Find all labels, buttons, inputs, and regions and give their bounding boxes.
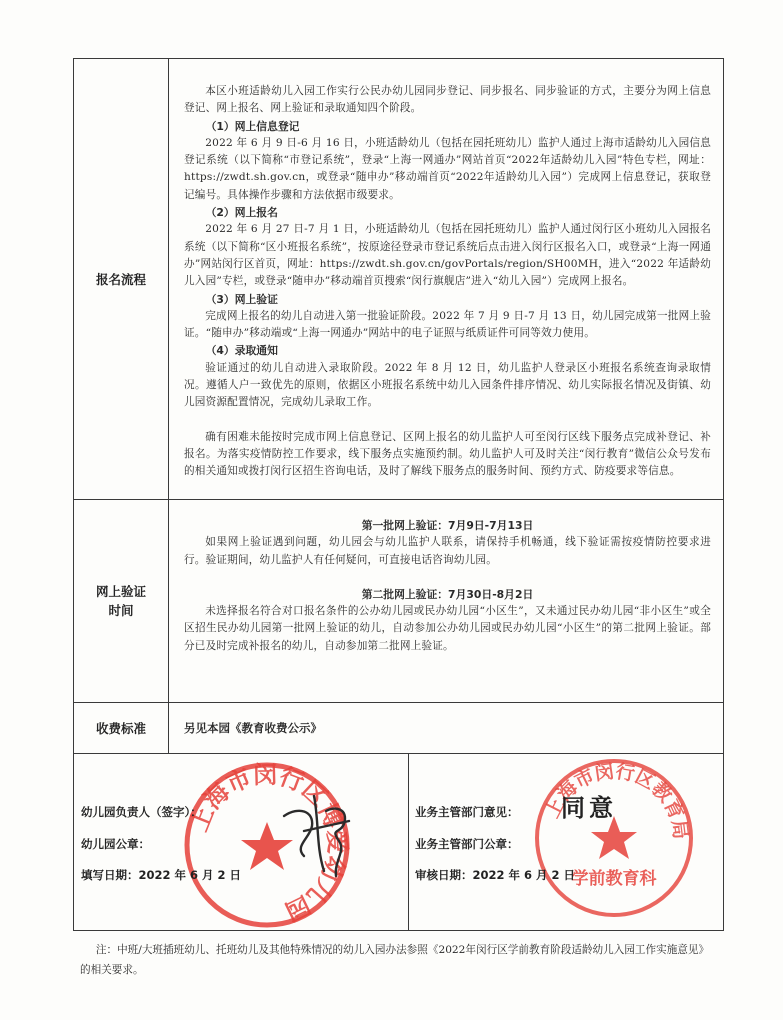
review-date: 审核日期：2022 年 6 月 2 日 (415, 868, 576, 882)
principal-label: 幼儿园负责人（签字）： (81, 805, 202, 819)
batch2-text: 未选择报名符合对口报名条件的公办幼儿园或民办幼儿园“小区生”，又未通过民办幼儿园“非小区生”或全区招生民办幼儿园第一批网上验证的幼儿，自动参加公办幼儿园或民办幼儿园“小区生”的第二批网上验证。部分已及时完成补报名的幼儿，自动参加第二批网上验证。 (184, 605, 711, 652)
batch1-title: 第一批网上验证：7月9日-7月13日 (361, 519, 534, 532)
enrollment-form-table (73, 58, 724, 931)
enroll-closing: 确有困难未能按时完成市网上信息登记、区网上报名的幼儿监护人可至闵行区线下服务点完成补登记、补报名。为落实疫情防控工作要求，线下服务点实施预约制。幼儿监护人可及时关注“闵行教育”微信公众号发布的相关通知或拨打闵行区招生咨询电话，及时了解线下服务点的服务时间、预约方式、防疫要求等信息。 (184, 430, 711, 478)
kindergarten-seal-label: 幼儿园公章： (81, 837, 150, 851)
stage3-text: 完成网上报名的幼儿自动进入第一批验证阶段。2022 年 7 月 9 日-7 月 13 日，幼儿园完成第一批网上验证。“随申办”移动端或“上海一网通办”网站中的电子证照与纸质证件可同等效力使用。 (184, 309, 711, 340)
stage2-text: 2022 年 6 月 27 日-7 月 1 日，小班适龄幼儿（包括在园托班幼儿）监护人通过闵行区小班幼儿入园报名系统（以下简称“区小班报名系统”，按原途径登录市登记系统后点击进入闵行区报名入口，或登录“上海一网通办”网站闵行区首页，网址：https://zwdt.sh.gov.cn/govPortals/region/SH00MH，进入“2022 年适龄幼儿入园”专栏，或登录“随申办”移动端首页搜索“闵行旗舰店”进入“幼儿入园”）完成网上报名。 (184, 223, 711, 288)
stage4-title: （4）录取通知 (205, 344, 278, 358)
fee-text: 另见本园《教育收费公示》 (184, 721, 322, 735)
svg-text:林禄: 林禄 (294, 884, 296, 885)
footer-note: 注：中班/大班插班幼儿、托班幼儿及其他特殊情况的幼儿入园办法参照《2022年闵行区学前教育阶段适龄幼儿入园工作实施意见》的相关要求。 (80, 944, 710, 976)
label-verify-line2: 时间 (108, 603, 134, 618)
stage3-title: （3）网上验证 (205, 292, 278, 306)
label-enroll: 报名流程 (74, 59, 169, 499)
label-fee: 收费标准 (74, 703, 169, 753)
department-seal-label: 业务主管部门公章： (415, 837, 519, 851)
department-seal-text: 上海市闵行区教育局 (541, 760, 692, 841)
department-seal (529, 756, 699, 921)
department-seal-bottom: 学前教育科 (571, 869, 657, 889)
kindergarten-seal-text: 上海市闵行区博爱幼儿园 (184, 760, 352, 926)
batch1-text: 如果网上验证遇到问题，幼儿园会与幼儿监护人联系，请保持手机畅通，线下验证需按疫情防控要求进行。验证期间，幼儿监护人有任何疑问，可直接电话咨询幼儿园。 (184, 536, 711, 566)
row-fee (74, 703, 723, 754)
label-verify (74, 500, 169, 702)
batch2-title: 第二批网上验证：7月30日-8月2日 (361, 587, 534, 601)
stage2-title: （2）网上报名 (205, 206, 278, 220)
approval-mark: 同意 (561, 794, 617, 822)
fill-date: 填写日期：2022 年 6 月 2 日 (81, 868, 242, 882)
enroll-intro: 本区小班适龄幼儿入园工作实行公民办幼儿园同步登记、同步报名、同步验证的方式，主要分为网上信息登记、网上报名、网上验证和录取通知四个阶段。 (184, 85, 711, 115)
signature-section (74, 754, 723, 930)
label-verify-line1: 网上验证 (95, 584, 146, 599)
principal-signature (264, 776, 374, 886)
stage4-text: 验证通过的幼儿自动进入录取阶段。2022 年 8 月 12 日，幼儿监护人登录区小班报名系统查询录取情况。遵循人户一致优先的原则，依据区小班报名系统中幼儿入园条件排序情况、幼儿实际报名情况及街镇、幼儿园资源配置情况，完成幼儿录取工作。 (184, 361, 711, 409)
kindergarten-sign-area (74, 754, 409, 930)
enroll-content (170, 59, 723, 499)
department-sign-area (409, 754, 723, 930)
stage1-text: 2022 年 6 月 9 日-6 月 16 日，小班适龄幼儿（包括在园托班幼儿）监护人通过上海市适龄幼儿入园信息登记系统（以下简称“市登记系统”，登录“上海一网通办”网站首页“2022年适龄幼儿入园”特色专栏，网址：https://zwdt.sh.gov.cn，或登录“随申办”移动端首页“2022年适龄幼儿入园”）完成网上信息登记，获取登记编号。具体操作步骤和方法依据市级要求。 (184, 136, 711, 201)
row-verify (74, 500, 723, 703)
department-opinion-label: 业务主管部门意见： (415, 805, 519, 819)
stage1-title: （1）网上信息登记 (205, 119, 300, 133)
row-enroll (74, 59, 723, 500)
verify-content (170, 500, 723, 702)
